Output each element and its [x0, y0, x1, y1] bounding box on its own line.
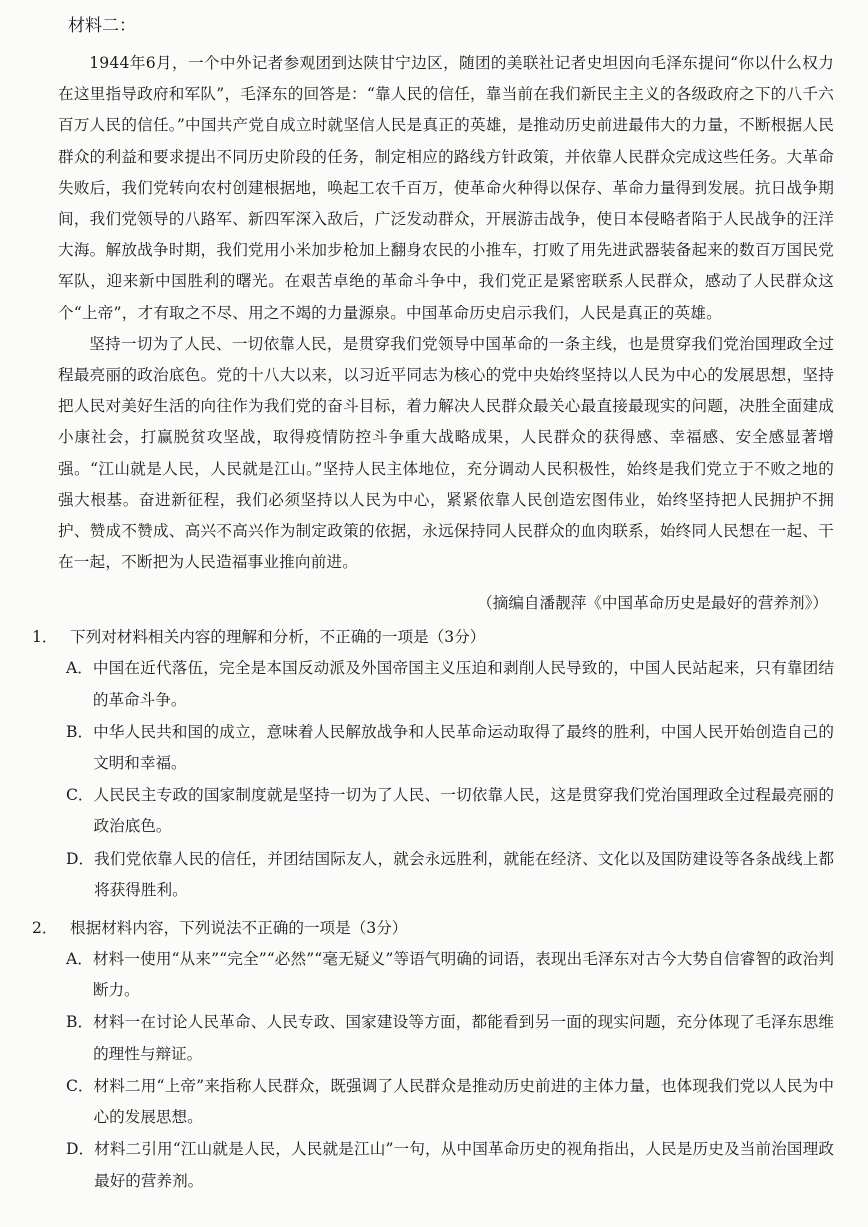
- question-number: 2．: [32, 919, 58, 938]
- option-letter: B．: [66, 722, 94, 741]
- option-text: 材料二用“上帝”来指称人民群众，既强调了人民群众是推动历史前进的主体力量，也体现我们党以人民为中心的发展思想。: [93, 1076, 834, 1127]
- option-b: [66, 1007, 834, 1069]
- option-letter: B．: [66, 1013, 94, 1032]
- material-paragraph-2: 坚持一切为了人民、一切依靠人民，是贯穿我们党领导中国革命的一条主线，也是贯穿我们党治国理政全过程最亮丽的政治底色。党的十八大以来，以习近平同志为核心的党中央始终坚持以人民为中心的发展思想，坚持把人民对美好生活的向往作为我们党的奋斗目标，着力解决人民群众最关心最直接最现实的问题，决胜全面建成小康社会，打赢脱贫攻坚战，取得疫情防控斗争重大战略成果，人民群众的获得感、幸福感、安全感显著增强。“江山就是人民，人民就是江山。”坚持人民主体地位，充分调动人民积极性，始终是我们党立于不败之地的强大根基。奋进新征程，我们必须坚持以人民为中心，紧紧依靠人民创造宏图伟业，始终坚持把人民拥护不拥护、赞成不赞成、高兴不高兴作为制定政策的依据，永远保持同人民群众的血肉联系，始终同人民想在一起、干在一起，不断把为人民造福事业推向前进。: [58, 334, 834, 572]
- option-text: 我们党依靠人民的信任，并团结国际友人，就会永远胜利，就能在经济、文化以及国防建设等各条战线上都将获得胜利。: [94, 849, 834, 899]
- option-text: 中国在近代落伍，完全是本国反动派及外国帝国主义压迫和剥削人民导致的，中国人民站起来，只有靠团结的革命斗争。: [92, 659, 834, 709]
- option-a: [66, 944, 834, 1006]
- option-letter: A．: [66, 659, 93, 678]
- material-paragraph-1: 1944年6月，一个中外记者参观团到达陕甘宁边区，随团的美联社记者史坦因向毛泽东提问“你以什么权力在这里指导政府和军队”，毛泽东的回答是：“靠人民的信任，靠当前在我们新民主主义的各级政府之下的八千六百万人民的信任。”中国共产党自成立时就坚信人民是真正的英雄，是推动历史前进最伟大的力量，不断根据人民群众的利益和要求提出不同历史阶段的任务，制定相应的路线方针政策，并依靠人民群众完成这些任务。大革命失败后，我们党转向农村创建根据地，唤起工农千百万，使革命火种得以保存、革命力量得到发展。抗日战争期间，我们党领导的八路军、新四军深入敌后，广泛发动群众，开展游击战争，使日本侵略者陷于人民战争的汪洋大海。解放战争时期，我们党用小米加步枪加上翻身农民的小推车，打败了用先进武器装备起来的数百万国民党军队，迎来新中国胜利的曙光。在艰苦卓绝的革命斗争中，我们党正是紧密联系人民群众，感动了人民群众这个“上帝”，才有取之不尽、用之不竭的力量源泉。中国革命历史启示我们，人民是真正的英雄。: [58, 54, 834, 322]
- option-b: [66, 717, 834, 779]
- option-text: 人民民主专政的国家制度就是坚持一切为了人民、一切依靠人民，这是贯穿我们党治国理政全过程最亮丽的政治底色。: [93, 786, 834, 836]
- option-text: 材料一使用“从来”“完全”“必然”“毫无疑义”等语气明确的词语，表现出毛泽东对古今大势自信睿智的政治判断力。: [92, 950, 834, 1000]
- option-text: 中华人民共和国的成立，意味着人民解放战争和人民革命运动取得了最终的胜利，中国人民开始创造自己的文明和幸福。: [93, 722, 834, 773]
- material-heading: 材料二：: [68, 16, 136, 36]
- option-letter: C．: [66, 786, 94, 805]
- option-c: [66, 1071, 834, 1133]
- question-text: 根据材料内容，下列说法不正确的一项是（3分）: [70, 919, 408, 938]
- question-1: [32, 622, 834, 906]
- material-source: （摘编自潘靓萍《中国革命历史是最好的营养剂》）: [477, 594, 828, 613]
- option-letter: C．: [66, 1076, 94, 1095]
- option-d: [66, 844, 834, 906]
- option-text: 材料一在讨论人民革命、人民专政、国家建设等方面，都能看到另一面的现实问题，充分体现了毛泽东思维的理性与辩证。: [93, 1013, 834, 1063]
- question-text: 下列对材料相关内容的理解和分析，不正确的一项是（3分）: [70, 628, 486, 647]
- question-stem: [32, 913, 834, 944]
- question-stem: [32, 622, 834, 653]
- option-a: [66, 653, 834, 715]
- question-number: 1．: [32, 628, 58, 647]
- option-text: 材料二引用“江山就是人民，人民就是江山”一句，从中国革命历史的视角指出，人民是历史及当前治国理政最好的营养剂。: [94, 1140, 834, 1190]
- option-letter: A．: [66, 950, 93, 969]
- option-d: [66, 1134, 834, 1196]
- option-letter: D．: [66, 1140, 95, 1159]
- option-letter: D．: [66, 849, 95, 868]
- option-c: [66, 780, 834, 842]
- question-2: [32, 913, 834, 1197]
